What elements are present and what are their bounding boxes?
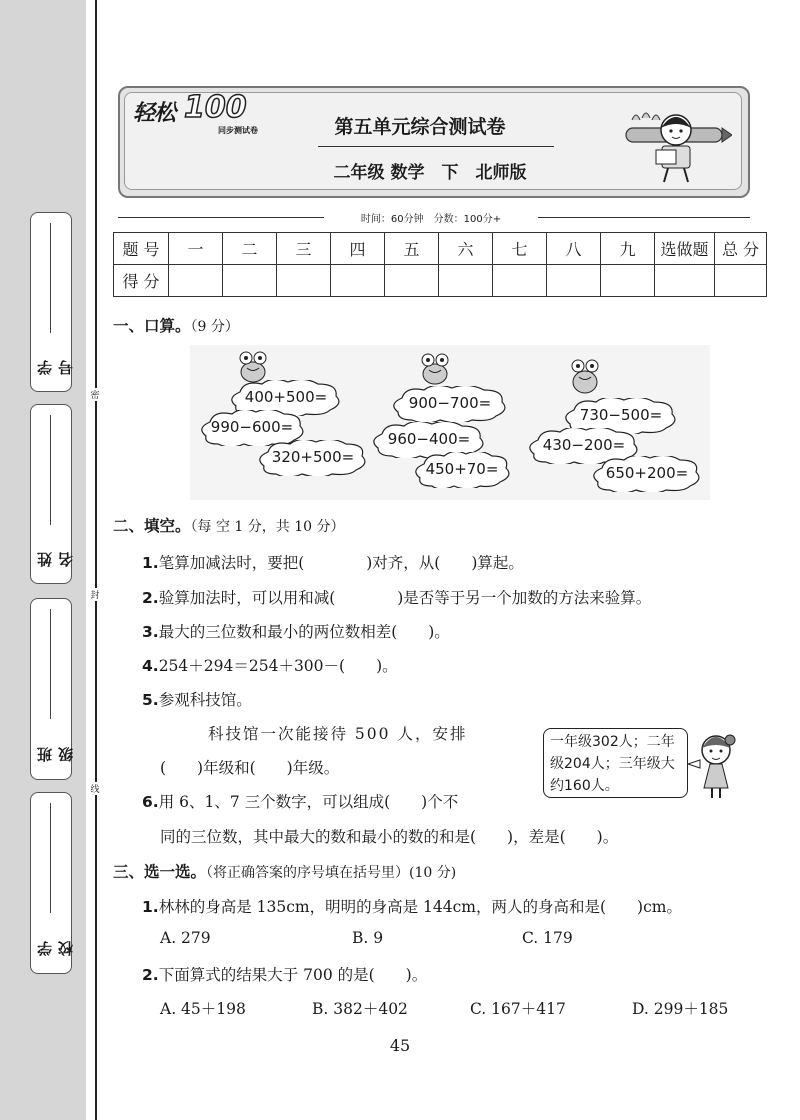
- time-info-bar: [118, 210, 750, 224]
- calc-cloud: [588, 456, 706, 492]
- option-b: B. 9: [352, 929, 384, 947]
- cut-mark-feng: 封: [89, 588, 101, 601]
- school-label: 学 校: [36, 933, 75, 957]
- cut-mark-mi: 密: [89, 388, 101, 401]
- time-bar-line-left: [118, 217, 324, 218]
- question-number: 2.: [142, 966, 159, 984]
- question-text: 参观科技馆。: [158, 691, 252, 709]
- question-number: 1.: [142, 898, 159, 916]
- student-number-field[interactable]: [30, 212, 75, 392]
- score-header-cell: 六: [439, 233, 493, 265]
- score-input-cell[interactable]: [493, 265, 547, 297]
- calc-expression: 990−600=: [210, 418, 294, 436]
- score-input-cell[interactable]: [169, 265, 223, 297]
- option-a: A. 279: [160, 929, 211, 947]
- question-text: 验算加法时，可以用和减( )是否等于另一个加数的方法来验算。: [158, 589, 652, 607]
- calc-expression: 900−700=: [408, 394, 492, 412]
- question-3-1: [142, 895, 682, 917]
- student-number-label: 学 号: [36, 352, 75, 376]
- question-2-1: [142, 551, 524, 573]
- score-row-label: 得 分: [114, 265, 169, 297]
- girl-illustration: [688, 728, 738, 800]
- question-2-5-line-1: 科技馆一次能接待 500 人，安排: [208, 725, 468, 743]
- time-bar-line-right: [538, 217, 750, 218]
- section-2-heading: [113, 514, 345, 536]
- score-input-cell[interactable]: [331, 265, 385, 297]
- question-text: 林林的身高是 135cm，明明的身高是 144cm，两人的身高和是( )cm。: [158, 898, 682, 916]
- score-input-cell[interactable]: [655, 265, 715, 297]
- section-3-title: 三、选一选。: [113, 863, 207, 881]
- question-2-3: [142, 620, 450, 642]
- score-input-cell[interactable]: [547, 265, 601, 297]
- calc-expression: 400+500=: [244, 388, 328, 406]
- score-header-cell: 题 号: [114, 233, 169, 265]
- score-header-cell: 五: [385, 233, 439, 265]
- score-header-cell: 一: [169, 233, 223, 265]
- option-c: C. 167＋417: [470, 1000, 566, 1018]
- calc-cloud: [388, 386, 512, 422]
- question-number: 3.: [142, 623, 159, 641]
- question-number: 5.: [142, 691, 159, 709]
- section-2-title: 二、填空。: [113, 517, 191, 535]
- score-header-cell: 九: [601, 233, 655, 265]
- class-label: 班 级: [36, 739, 75, 763]
- score-input-cell[interactable]: [277, 265, 331, 297]
- frog-icon: [418, 350, 452, 386]
- score-input-cell[interactable]: [715, 265, 767, 297]
- field-underline: [50, 803, 51, 913]
- calc-expression: 960−400=: [387, 430, 471, 448]
- calc-expression: 320+500=: [271, 448, 355, 466]
- speech-bubble: 一年级302人；二年级204人；三年级大约160人。: [543, 728, 688, 798]
- field-underline: [50, 415, 51, 525]
- logo-subtitle: 同步测试卷: [218, 126, 258, 135]
- score-header-cell: 二: [223, 233, 277, 265]
- cut-mark-xian: 线: [89, 782, 101, 795]
- calc-expression: 650+200=: [605, 464, 689, 482]
- score-header-cell: 四: [331, 233, 385, 265]
- class-field[interactable]: [30, 598, 75, 780]
- question-3-2: [142, 963, 427, 985]
- frog-icon: [236, 348, 270, 384]
- score-header-cell: 七: [493, 233, 547, 265]
- student-name-field[interactable]: [30, 404, 75, 584]
- score-input-cell[interactable]: [385, 265, 439, 297]
- section-3-heading: [113, 860, 456, 882]
- score-table: [113, 232, 767, 297]
- school-field[interactable]: [30, 792, 75, 974]
- score-header-cell: 八: [547, 233, 601, 265]
- question-number: 1.: [142, 554, 159, 572]
- title-divider: [318, 146, 554, 147]
- section-1-heading: [113, 314, 239, 336]
- calc-cloud: [254, 440, 372, 476]
- field-underline: [50, 609, 51, 719]
- question-2-5: [142, 688, 252, 710]
- score-table-score-row: [114, 265, 767, 297]
- boy-reading-illustration: [620, 100, 732, 186]
- section-1-points: （9 分）: [190, 319, 239, 335]
- page-number: 45: [389, 1036, 411, 1055]
- calc-cloud: [410, 452, 514, 488]
- student-name-label: 姓 名: [36, 544, 75, 568]
- question-text: 最大的三位数和最小的两位数相差( )。: [158, 623, 450, 641]
- option-c: C. 179: [522, 929, 573, 947]
- section-3-points: （将正确答案的序号填在括号里）(10 分): [206, 865, 457, 881]
- page-subtitle: 二年级 数学 下 北师版: [333, 163, 527, 183]
- logo-text: 轻松: [133, 101, 176, 126]
- score-header-cell: 总 分: [715, 233, 767, 265]
- score-table-header-row: [114, 233, 767, 265]
- logo-number: 100: [184, 90, 247, 125]
- question-2-6-line-2: 同的三位数，其中最大的数和最小的数的和是( )，差是( )。: [160, 828, 619, 846]
- calc-expression: 450+70=: [425, 460, 499, 478]
- calc-expression: 730−500=: [579, 406, 663, 424]
- question-2-6: [142, 790, 458, 812]
- question-number: 4.: [142, 657, 159, 675]
- score-input-cell[interactable]: [223, 265, 277, 297]
- score-input-cell[interactable]: [439, 265, 493, 297]
- option-d: D. 299＋185: [632, 1000, 729, 1018]
- question-text: 用 6、1、7 三个数字，可以组成( )个不: [158, 793, 459, 811]
- option-b: B. 382＋402: [312, 1000, 408, 1018]
- question-number: 2.: [142, 589, 159, 607]
- question-text: 下面算式的结果大于 700 的是( )。: [158, 966, 428, 984]
- time-info: 时间：60分钟 分数：100分+: [360, 214, 502, 225]
- section-2-points: （每 空 1 分，共 10 分）: [190, 519, 345, 535]
- frog-icon: [568, 356, 602, 396]
- question-number: 6.: [142, 793, 159, 811]
- score-input-cell[interactable]: [601, 265, 655, 297]
- question-text: 254＋294＝254＋300－( )。: [158, 657, 398, 675]
- score-header-cell: 选做题: [655, 233, 715, 265]
- field-underline: [50, 223, 51, 333]
- question-2-5-line-2: ( )年级和( )年级。: [160, 759, 340, 777]
- question-2-4: [142, 654, 398, 676]
- question-2-2: [142, 586, 651, 608]
- score-header-cell: 三: [277, 233, 331, 265]
- calc-expression: 430−200=: [542, 436, 626, 454]
- option-a: A. 45＋198: [160, 1000, 246, 1018]
- section-1-title: 一、口算。: [113, 317, 191, 335]
- page-title: 第五单元综合测试卷: [334, 116, 506, 138]
- binding-line: [95, 0, 97, 1120]
- question-text: 笔算加减法时，要把( )对齐，从( )算起。: [158, 554, 524, 572]
